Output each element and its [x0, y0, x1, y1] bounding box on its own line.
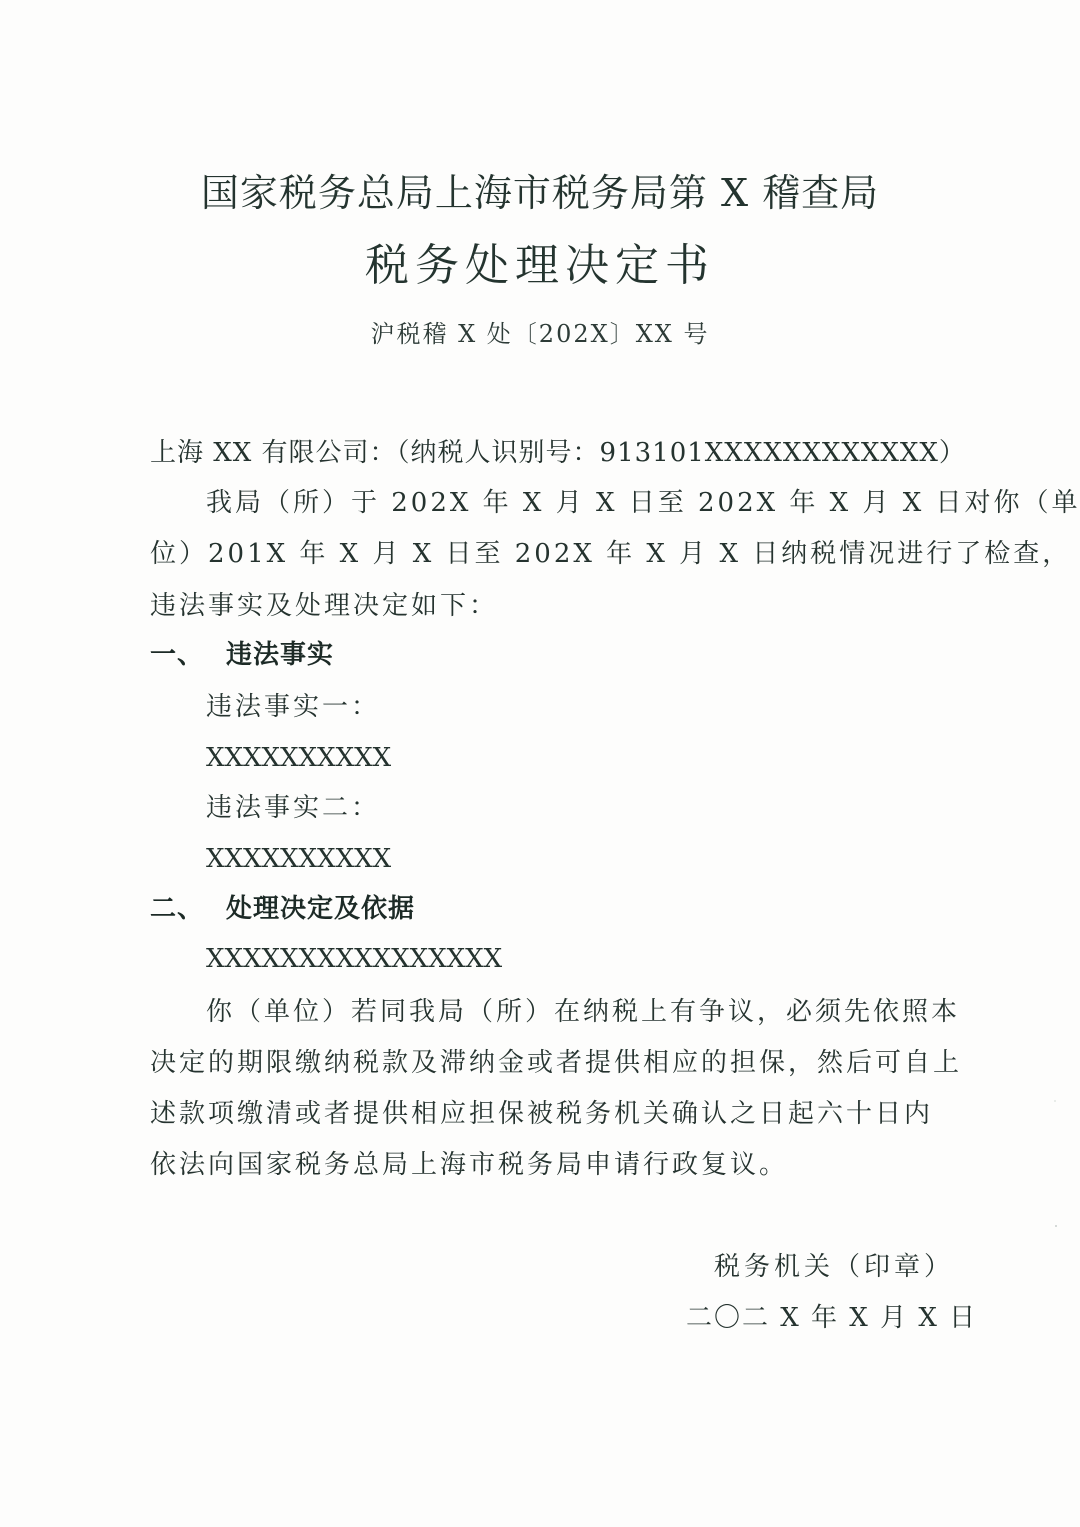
scan-speck	[1055, 1225, 1057, 1227]
notice-line-4: 依法向国家税务总局上海市税务局申请行政复议。	[150, 1150, 789, 1180]
fact-1-label: 违法事实一：	[206, 692, 381, 722]
document-number: 沪税稽 X 处〔202X〕XX 号	[370, 320, 710, 348]
intro-line-2: 位）201X 年 X 月 X 日至 202X 年 X 月 X 日纳税情况进行了检查，	[150, 539, 1072, 569]
section-1-number: 一、	[150, 640, 205, 670]
notice-line-1: 你（单位）若同我局（所）在纳税上有争议，必须先依照本	[206, 997, 961, 1027]
signing-authority: 税务机关（印章）	[714, 1252, 955, 1282]
issuing-authority-title: 国家税务总局上海市税务局第 X 稽查局	[200, 171, 880, 215]
intro-line-1: 我局（所）于 202X 年 X 月 X 日至 202X 年 X 月 X 日对你（单	[206, 488, 1080, 518]
notice-line-2: 决定的期限缴纳税款及滞纳金或者提供相应的担保，然后可自上	[150, 1048, 963, 1078]
section-2-content: XXXXXXXXXXXXXXXX	[206, 944, 503, 974]
section-1-heading	[150, 642, 334, 668]
section-2-title: 处理决定及依据	[226, 894, 416, 924]
fact-2-label: 违法事实二：	[206, 793, 381, 823]
scan-speck	[1054, 1100, 1056, 1102]
intro-line-3: 违法事实及处理决定如下：	[150, 591, 499, 621]
section-2-heading	[150, 896, 415, 922]
addressee: 上海 XX 有限公司：（纳税人识别号：913101XXXXXXXXXXXX）	[150, 438, 966, 468]
notice-line-3: 述款项缴清或者提供相应担保被税务机关确认之日起六十日内	[150, 1099, 934, 1129]
section-1-title: 违法事实	[226, 640, 335, 670]
fact-1-content: XXXXXXXXXX	[206, 743, 392, 773]
signing-date: 二〇二 X 年 X 月 X 日	[686, 1303, 978, 1333]
fact-2-content: XXXXXXXXXX	[206, 844, 392, 874]
document-title: 税务处理决定书	[365, 240, 715, 291]
section-2-number: 二、	[150, 894, 205, 924]
